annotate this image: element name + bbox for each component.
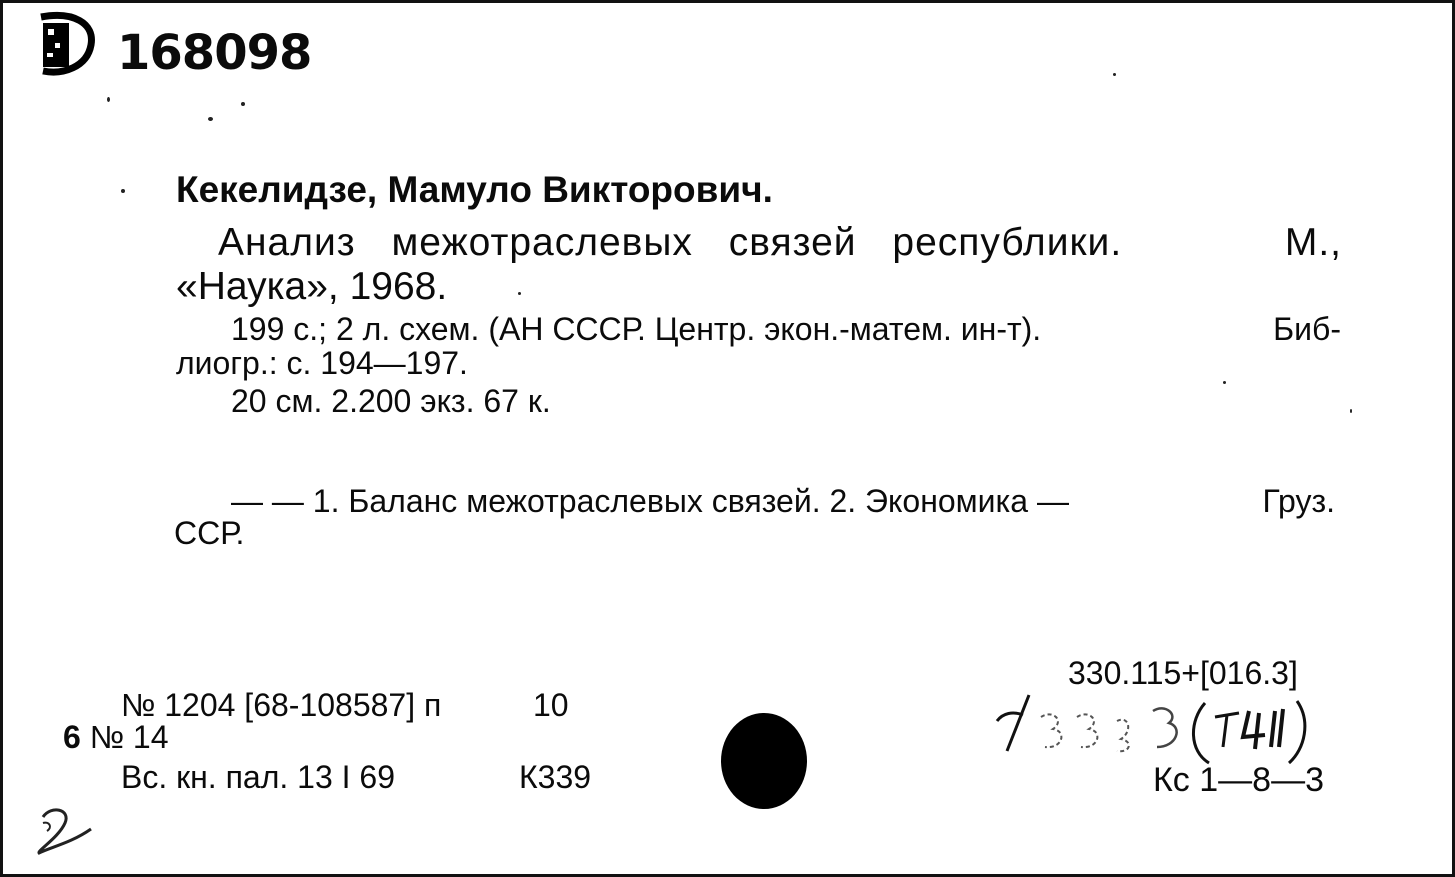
- ks-code: Кс 1—8—3: [1153, 761, 1324, 799]
- title-line: [218, 221, 1342, 265]
- record-pages: 10: [533, 687, 569, 723]
- stamp-mark-icon: [33, 9, 103, 79]
- record-number-line: [121, 687, 569, 724]
- speck: [1350, 409, 1352, 413]
- series-number: № 14: [89, 719, 169, 755]
- book-chamber-code: К339: [519, 759, 592, 795]
- subject-headings-line: [231, 483, 1335, 520]
- book-chamber-line: [121, 759, 592, 796]
- record-number: № 1204 [68-108587] п: [121, 687, 442, 723]
- handwritten-numeral: [31, 803, 101, 859]
- classification-number: 330.115+[016.3]: [1068, 655, 1298, 691]
- book-title: Анализ межотраслевых связей республики.: [218, 221, 1123, 264]
- subject-headings-end: Груз.: [1262, 483, 1335, 519]
- speck: [1113, 73, 1116, 76]
- speck: [518, 292, 521, 295]
- card-id-number: 168098: [117, 25, 312, 81]
- bibliography-note-start: Биб-: [1273, 311, 1341, 347]
- physical-description-line: [231, 311, 1341, 348]
- series-prefix: 6: [63, 719, 81, 755]
- speck: [1223, 381, 1226, 384]
- size-print-run-price: 20 см. 2.200 экз. 67 к.: [231, 383, 551, 419]
- bibliography-note: лиогр.: с. 194—197.: [176, 345, 468, 381]
- book-chamber-note: Вс. кн. пал. 13 I 69: [121, 759, 396, 795]
- subject-headings: — — 1. Баланс межотраслевых связей. 2. Экономика —: [231, 483, 1069, 519]
- author-heading: Кекелидзе, Мамуло Викторович.: [176, 169, 773, 210]
- speck: [107, 97, 110, 102]
- publisher-year: «Наука», 1968.: [176, 265, 448, 308]
- series-line: [63, 719, 169, 756]
- speck: [121, 189, 125, 193]
- physical-description: 199 с.; 2 л. схем. (АН СССР. Центр. экон.-матем. ин-т).: [231, 311, 1042, 347]
- subject-headings-cont: ССР.: [174, 515, 245, 551]
- punch-hole: [721, 713, 807, 809]
- handwritten-annotation: [993, 691, 1333, 771]
- speck: [241, 102, 245, 106]
- publication-place: М.,: [1284, 221, 1342, 264]
- speck: [208, 117, 213, 121]
